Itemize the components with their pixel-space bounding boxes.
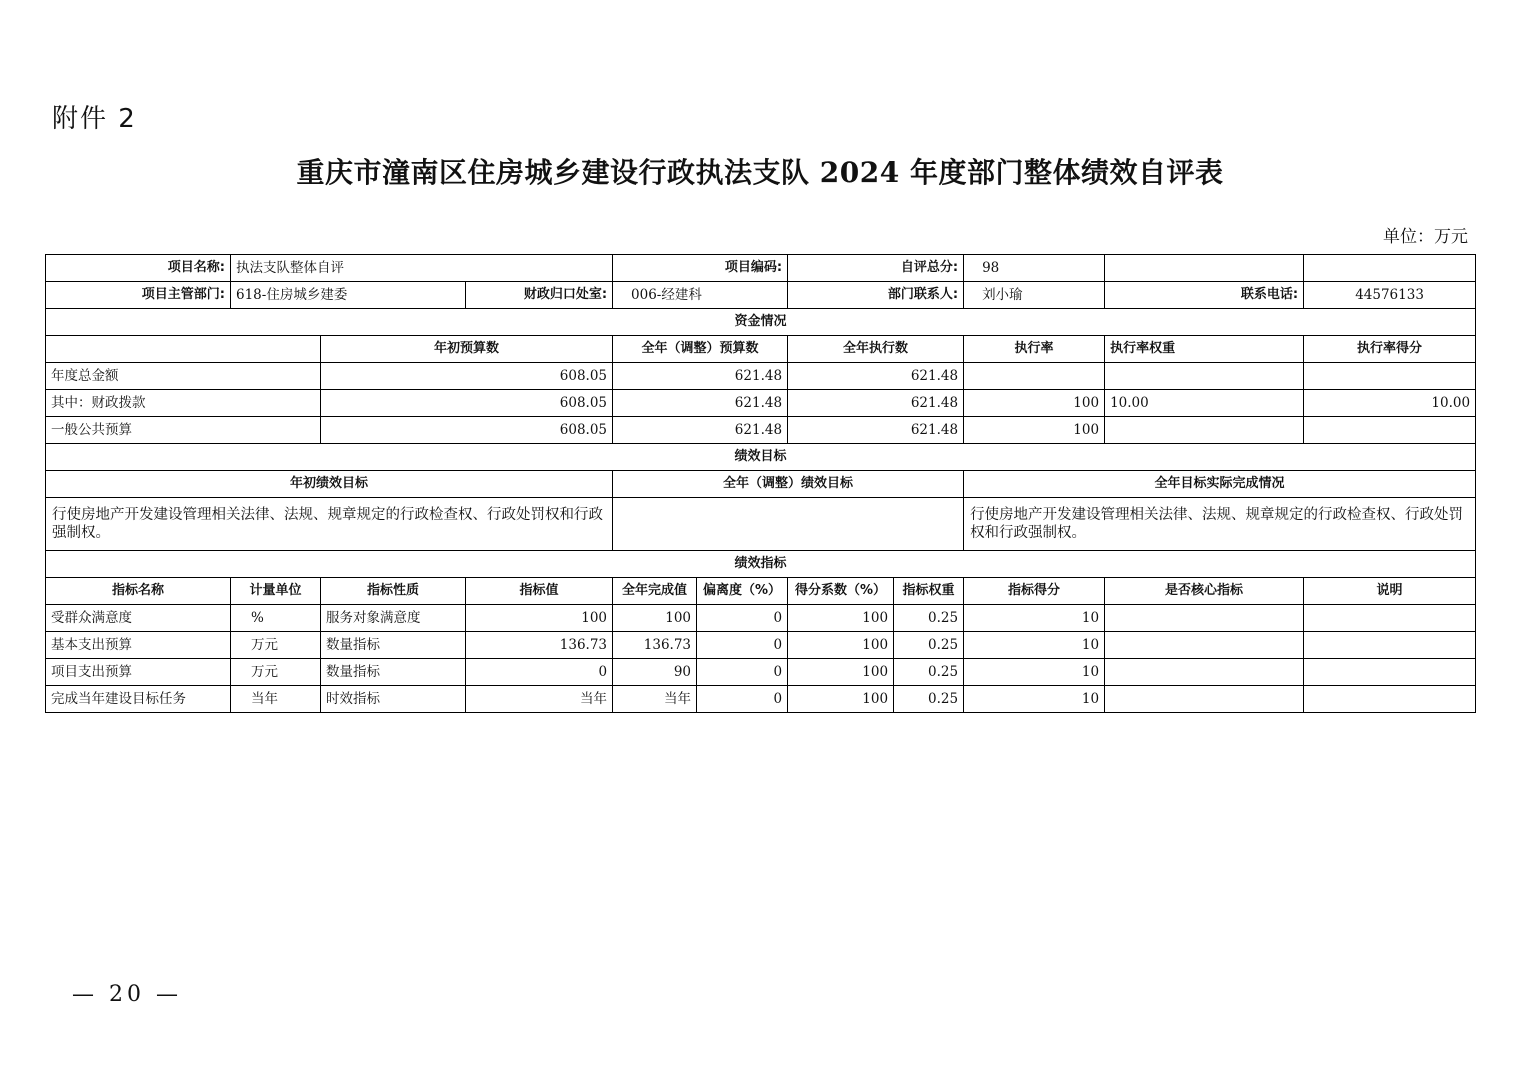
empty-cell [1105, 255, 1304, 282]
indicator-nature: 数量指标 [321, 632, 466, 659]
finance-office-value: 006-经建科 [613, 282, 788, 309]
funds-section-row [46, 309, 1476, 336]
goals-header: 年初绩效目标 [46, 471, 613, 498]
goals-section-row [46, 444, 1476, 471]
indicator-note [1304, 632, 1476, 659]
indicator-name: 受群众满意度 [46, 605, 231, 632]
funds-initial: 608.05 [321, 417, 613, 444]
funds-row-name: 其中：财政拨款 [46, 390, 321, 417]
indicator-header: 指标值 [466, 578, 613, 605]
indicator-score: 10 [964, 686, 1105, 713]
indicator-coefficient: 100 [788, 659, 894, 686]
indicator-value: 100 [466, 605, 613, 632]
indicator-header: 说明 [1304, 578, 1476, 605]
funds-header: 全年执行数 [788, 336, 964, 363]
page-number: — 20 — [72, 982, 182, 1007]
indicator-header: 指标名称 [46, 578, 231, 605]
indicator-unit: 万元 [231, 632, 321, 659]
indicator-value: 当年 [466, 686, 613, 713]
indicator-nature: 服务对象满意度 [321, 605, 466, 632]
project-code-label: 项目编码: [613, 255, 788, 282]
funds-header-row [46, 336, 1476, 363]
funds-executed: 621.48 [788, 390, 964, 417]
indicator-header: 指标得分 [964, 578, 1105, 605]
funds-header: 执行率权重 [1105, 336, 1304, 363]
indicator-note [1304, 605, 1476, 632]
page-title: 重庆市潼南区住房城乡建设行政执法支队 2024 年度部门整体绩效自评表 [296, 156, 1224, 189]
phone-label: 联系电话: [1105, 282, 1304, 309]
goal-adjusted [613, 498, 964, 551]
funds-score [1304, 417, 1476, 444]
funds-row [46, 390, 1476, 417]
empty-cell [1304, 255, 1476, 282]
funds-weight [1105, 363, 1304, 390]
funds-row-name: 年度总金额 [46, 363, 321, 390]
funds-score [1304, 363, 1476, 390]
attachment-label: 附件 2 [52, 104, 137, 134]
indicator-name: 基本支出预算 [46, 632, 231, 659]
funds-rate [964, 363, 1105, 390]
phone-value: 44576133 [1304, 282, 1476, 309]
indicator-deviation: 0 [697, 605, 788, 632]
indicator-nature: 数量指标 [321, 659, 466, 686]
goals-header: 全年目标实际完成情况 [964, 471, 1476, 498]
indicator-done: 100 [613, 605, 697, 632]
goal-actual: 行使房地产开发建设管理相关法律、法规、规章规定的行政检查权、行政处罚权和行政强制权。 [964, 498, 1476, 551]
indicator-row [46, 605, 1476, 632]
indicator-deviation: 0 [697, 686, 788, 713]
indicator-header: 偏离度（%） [697, 578, 788, 605]
empty-cell [46, 336, 321, 363]
indicator-value: 136.73 [466, 632, 613, 659]
funds-row-name: 一般公共预算 [46, 417, 321, 444]
info-row-2 [46, 282, 1476, 309]
info-row-1 [46, 255, 1476, 282]
funds-header: 全年（调整）预算数 [613, 336, 788, 363]
dept-label: 项目主管部门: [46, 282, 231, 309]
indicator-header: 计量单位 [231, 578, 321, 605]
contact-value: 刘小瑜 [964, 282, 1105, 309]
indicator-core [1105, 659, 1304, 686]
funds-adjusted: 621.48 [613, 417, 788, 444]
indicator-unit: 当年 [231, 686, 321, 713]
indicator-weight: 0.25 [894, 686, 964, 713]
indicator-header: 指标权重 [894, 578, 964, 605]
dept-value: 618-住房城乡建委 [231, 282, 466, 309]
funds-rate: 100 [964, 390, 1105, 417]
indicator-header: 得分系数（%） [788, 578, 894, 605]
indicator-weight: 0.25 [894, 659, 964, 686]
indicator-core [1105, 632, 1304, 659]
indicator-header: 全年完成值 [613, 578, 697, 605]
indicators-section-title: 绩效指标 [46, 551, 1476, 578]
finance-office-label: 财政归口处室: [466, 282, 613, 309]
indicator-done: 136.73 [613, 632, 697, 659]
funds-header: 执行率 [964, 336, 1105, 363]
indicator-nature: 时效指标 [321, 686, 466, 713]
indicator-name: 项目支出预算 [46, 659, 231, 686]
indicator-deviation: 0 [697, 659, 788, 686]
indicator-weight: 0.25 [894, 632, 964, 659]
indicator-header: 是否核心指标 [1105, 578, 1304, 605]
indicator-core [1105, 686, 1304, 713]
funds-weight [1105, 417, 1304, 444]
total-score-value: 98 [964, 255, 1105, 282]
performance-table [45, 254, 1476, 713]
project-name-value: 执法支队整体自评 [231, 255, 613, 282]
goals-header: 全年（调整）绩效目标 [613, 471, 964, 498]
total-score-label: 自评总分: [788, 255, 964, 282]
indicator-row [46, 632, 1476, 659]
goals-section-title: 绩效目标 [46, 444, 1476, 471]
funds-header: 年初预算数 [321, 336, 613, 363]
indicator-deviation: 0 [697, 632, 788, 659]
indicator-done: 90 [613, 659, 697, 686]
indicator-done: 当年 [613, 686, 697, 713]
indicators-header-row [46, 578, 1476, 605]
indicator-coefficient: 100 [788, 605, 894, 632]
contact-label: 部门联系人: [788, 282, 964, 309]
funds-score: 10.00 [1304, 390, 1476, 417]
project-name-label: 项目名称: [46, 255, 231, 282]
indicator-row [46, 686, 1476, 713]
funds-initial: 608.05 [321, 363, 613, 390]
indicator-unit: 万元 [231, 659, 321, 686]
unit-label: 单位：万元 [1383, 227, 1468, 247]
indicator-score: 10 [964, 632, 1105, 659]
indicator-header: 指标性质 [321, 578, 466, 605]
funds-rate: 100 [964, 417, 1105, 444]
goal-initial: 行使房地产开发建设管理相关法律、法规、规章规定的行政检查权、行政处罚权和行政强制权。 [46, 498, 613, 551]
indicator-core [1105, 605, 1304, 632]
funds-row [46, 417, 1476, 444]
funds-weight: 10.00 [1105, 390, 1304, 417]
indicator-coefficient: 100 [788, 686, 894, 713]
indicator-value: 0 [466, 659, 613, 686]
funds-adjusted: 621.48 [613, 363, 788, 390]
funds-executed: 621.48 [788, 363, 964, 390]
goals-header-row [46, 471, 1476, 498]
indicator-note [1304, 659, 1476, 686]
funds-section-title: 资金情况 [46, 309, 1476, 336]
indicator-coefficient: 100 [788, 632, 894, 659]
indicator-weight: 0.25 [894, 605, 964, 632]
indicator-score: 10 [964, 605, 1105, 632]
funds-initial: 608.05 [321, 390, 613, 417]
indicator-unit: % [231, 605, 321, 632]
indicators-section-row [46, 551, 1476, 578]
goals-content-row [46, 498, 1476, 551]
indicator-row [46, 659, 1476, 686]
indicator-score: 10 [964, 659, 1105, 686]
indicator-note [1304, 686, 1476, 713]
funds-executed: 621.48 [788, 417, 964, 444]
funds-row [46, 363, 1476, 390]
funds-header: 执行率得分 [1304, 336, 1476, 363]
funds-adjusted: 621.48 [613, 390, 788, 417]
indicator-name: 完成当年建设目标任务 [46, 686, 231, 713]
